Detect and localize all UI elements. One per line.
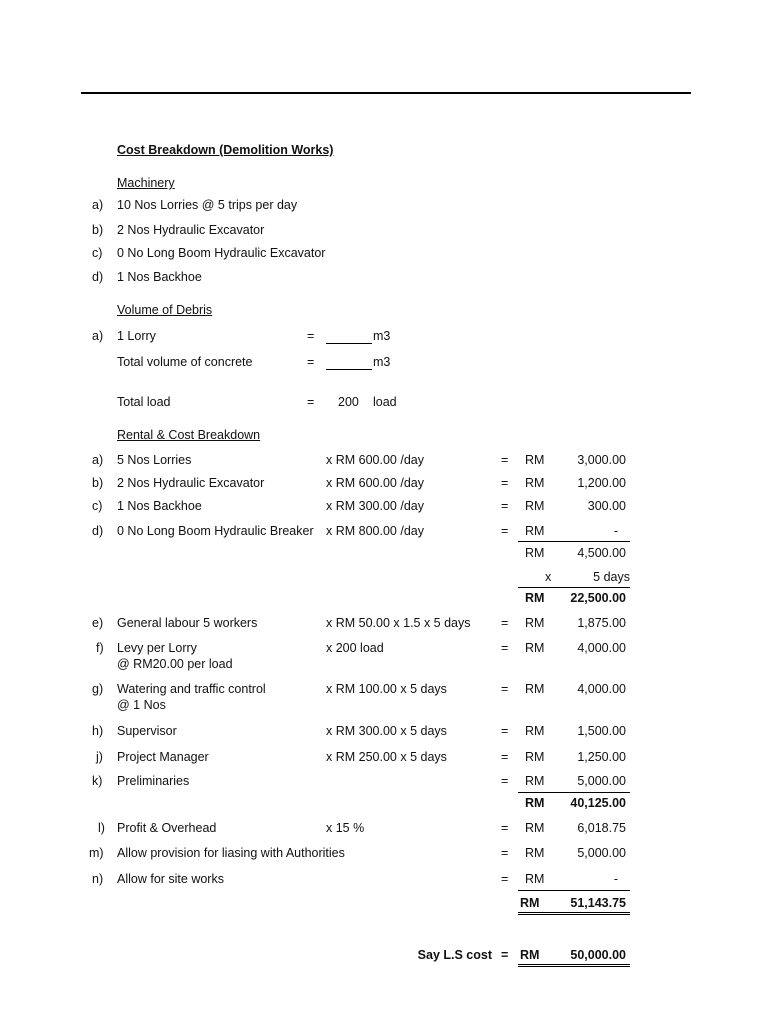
final-total-amount: 51,143.75 — [570, 896, 626, 910]
volume-heading: Volume of Debris — [117, 303, 213, 317]
rental-label-c: c) — [92, 499, 103, 513]
final-item-m: Allow provision for liasing with Authorities — [117, 846, 345, 860]
other-item-j: Project Manager — [117, 750, 209, 764]
rental-rate-c: x RM 300.00 /day — [326, 499, 424, 513]
other-rate-f: x 200 load — [326, 641, 384, 655]
final-label-m: m) — [89, 846, 104, 860]
rental-label-a: a) — [92, 453, 104, 467]
rental-subtotal-currency: RM — [525, 546, 545, 560]
final-amount-n: - — [613, 872, 618, 886]
other-label-h: h) — [92, 724, 104, 738]
volume-load-unit: load — [373, 395, 397, 409]
page-title: Cost Breakdown (Demolition Works) — [117, 143, 334, 157]
other-label-j: j) — [96, 750, 103, 764]
rental-currency-b: RM — [525, 476, 545, 490]
final-currency-n: RM — [525, 872, 545, 886]
final-amount-m: 5,000.00 — [577, 846, 626, 860]
other-rate-e: x RM 50.00 x 1.5 x 5 days — [326, 616, 471, 630]
final-item-l: Profit & Overhead — [117, 821, 217, 835]
machinery-item-c: 0 No Long Boom Hydraulic Excavator — [117, 246, 326, 260]
other-currency-e: RM — [525, 616, 545, 630]
other-equals-j: = — [501, 750, 509, 764]
other-label-f: f) — [96, 641, 104, 655]
rental-item-d: 0 No Long Boom Hydraulic Breaker — [117, 524, 314, 538]
rental-label-b: b) — [92, 476, 104, 490]
say-ls-amount: 50,000.00 — [570, 948, 626, 962]
other-amount-k: 5,000.00 — [577, 774, 626, 788]
volume-concrete-equals: = — [307, 355, 315, 369]
rental-item-a: 5 Nos Lorries — [117, 453, 192, 467]
rental-heading: Rental & Cost Breakdown — [117, 428, 261, 442]
final-total-double-rule — [518, 912, 630, 915]
final-equals-l: = — [501, 821, 509, 835]
other-equals-g: = — [501, 682, 509, 696]
others-total-currency: RM — [525, 796, 545, 810]
rental-subtotal-amount: 4,500.00 — [577, 546, 626, 560]
volume-lorry-unit: m3 — [373, 329, 391, 343]
final-rate-l: x 15 % — [326, 821, 365, 835]
other-amount-h: 1,500.00 — [577, 724, 626, 738]
final-currency-l: RM — [525, 821, 545, 835]
rental-amount-d: - — [613, 524, 618, 538]
other-item-f-detail: @ RM20.00 per load — [117, 657, 233, 671]
rental-equals-c: = — [501, 499, 509, 513]
rental-rate-d: x RM 800.00 /day — [326, 524, 424, 538]
volume-concrete-unit: m3 — [373, 355, 391, 369]
top-rule — [81, 92, 691, 94]
other-amount-g: 4,000.00 — [577, 682, 626, 696]
volume-label-a: a) — [92, 329, 104, 343]
other-equals-h: = — [501, 724, 509, 738]
other-equals-e: = — [501, 616, 509, 630]
other-currency-f: RM — [525, 641, 545, 655]
machinery-item-a: 10 Nos Lorries @ 5 trips per day — [117, 198, 298, 212]
rental-multiplier-days: 5 days — [593, 570, 630, 584]
final-total-currency: RM — [520, 896, 540, 910]
machinery-label-d: d) — [92, 270, 104, 284]
volume-lorry-text: 1 Lorry — [117, 329, 156, 343]
machinery-item-b: 2 Nos Hydraulic Excavator — [117, 223, 265, 237]
other-equals-k: = — [501, 774, 509, 788]
rental-rate-a: x RM 600.00 /day — [326, 453, 424, 467]
rental-rate-b: x RM 600.00 /day — [326, 476, 424, 490]
other-amount-f: 4,000.00 — [577, 641, 626, 655]
other-item-h: Supervisor — [117, 724, 177, 738]
rental-amount-a: 3,000.00 — [577, 453, 626, 467]
rental-label-d: d) — [92, 524, 104, 538]
rental-total-currency: RM — [525, 591, 545, 605]
other-rate-j: x RM 250.00 x 5 days — [326, 750, 447, 764]
other-currency-j: RM — [525, 750, 545, 764]
say-ls-double-rule — [518, 964, 630, 967]
other-rate-h: x RM 300.00 x 5 days — [326, 724, 447, 738]
other-item-g: Watering and traffic control — [117, 682, 266, 696]
rental-amount-c: 300.00 — [587, 499, 626, 513]
volume-load-value: 200 — [338, 395, 359, 409]
machinery-item-d: 1 Nos Backhoe — [117, 270, 202, 284]
volume-concrete-text: Total volume of concrete — [117, 355, 253, 369]
other-item-k: Preliminaries — [117, 774, 190, 788]
other-currency-k: RM — [525, 774, 545, 788]
rental-currency-d: RM — [525, 524, 545, 538]
final-total-rule — [518, 890, 630, 891]
others-total-amount: 40,125.00 — [570, 796, 626, 810]
say-ls-equals: = — [501, 948, 509, 962]
rental-currency-a: RM — [525, 453, 545, 467]
rental-total-amount: 22,500.00 — [570, 591, 626, 605]
final-label-l: l) — [98, 821, 105, 835]
machinery-label-b: b) — [92, 223, 104, 237]
other-item-g-detail: @ 1 Nos — [117, 698, 166, 712]
volume-lorry-equals: = — [307, 329, 315, 343]
other-amount-j: 1,250.00 — [577, 750, 626, 764]
other-currency-h: RM — [525, 724, 545, 738]
machinery-heading: Machinery — [117, 176, 175, 190]
final-amount-l: 6,018.75 — [577, 821, 626, 835]
rental-multiplier-x: x — [545, 570, 552, 584]
other-item-f: Levy per Lorry — [117, 641, 197, 655]
other-currency-g: RM — [525, 682, 545, 696]
other-equals-f: = — [501, 641, 509, 655]
other-amount-e: 1,875.00 — [577, 616, 626, 630]
other-label-e: e) — [92, 616, 104, 630]
rental-amount-b: 1,200.00 — [577, 476, 626, 490]
rental-currency-c: RM — [525, 499, 545, 513]
final-currency-m: RM — [525, 846, 545, 860]
rental-total-rule — [518, 587, 630, 588]
others-total-rule — [518, 792, 630, 793]
rental-equals-d: = — [501, 524, 509, 538]
other-label-k: k) — [92, 774, 103, 788]
final-item-n: Allow for site works — [117, 872, 224, 886]
final-equals-m: = — [501, 846, 509, 860]
volume-load-text: Total load — [117, 395, 171, 409]
volume-concrete-blank — [326, 369, 372, 370]
rental-item-b: 2 Nos Hydraulic Excavator — [117, 476, 265, 490]
rental-item-c: 1 Nos Backhoe — [117, 499, 202, 513]
rental-equals-a: = — [501, 453, 509, 467]
volume-load-equals: = — [307, 395, 315, 409]
final-label-n: n) — [92, 872, 104, 886]
volume-lorry-blank — [326, 343, 372, 344]
other-label-g: g) — [92, 682, 104, 696]
final-equals-n: = — [501, 872, 509, 886]
machinery-label-a: a) — [92, 198, 104, 212]
other-rate-g: x RM 100.00 x 5 days — [326, 682, 447, 696]
other-item-e: General labour 5 workers — [117, 616, 258, 630]
say-ls-label: Say L.S cost — [417, 948, 492, 962]
rental-equals-b: = — [501, 476, 509, 490]
machinery-label-c: c) — [92, 246, 103, 260]
subtotal-rule — [518, 541, 630, 542]
say-ls-currency: RM — [520, 948, 540, 962]
